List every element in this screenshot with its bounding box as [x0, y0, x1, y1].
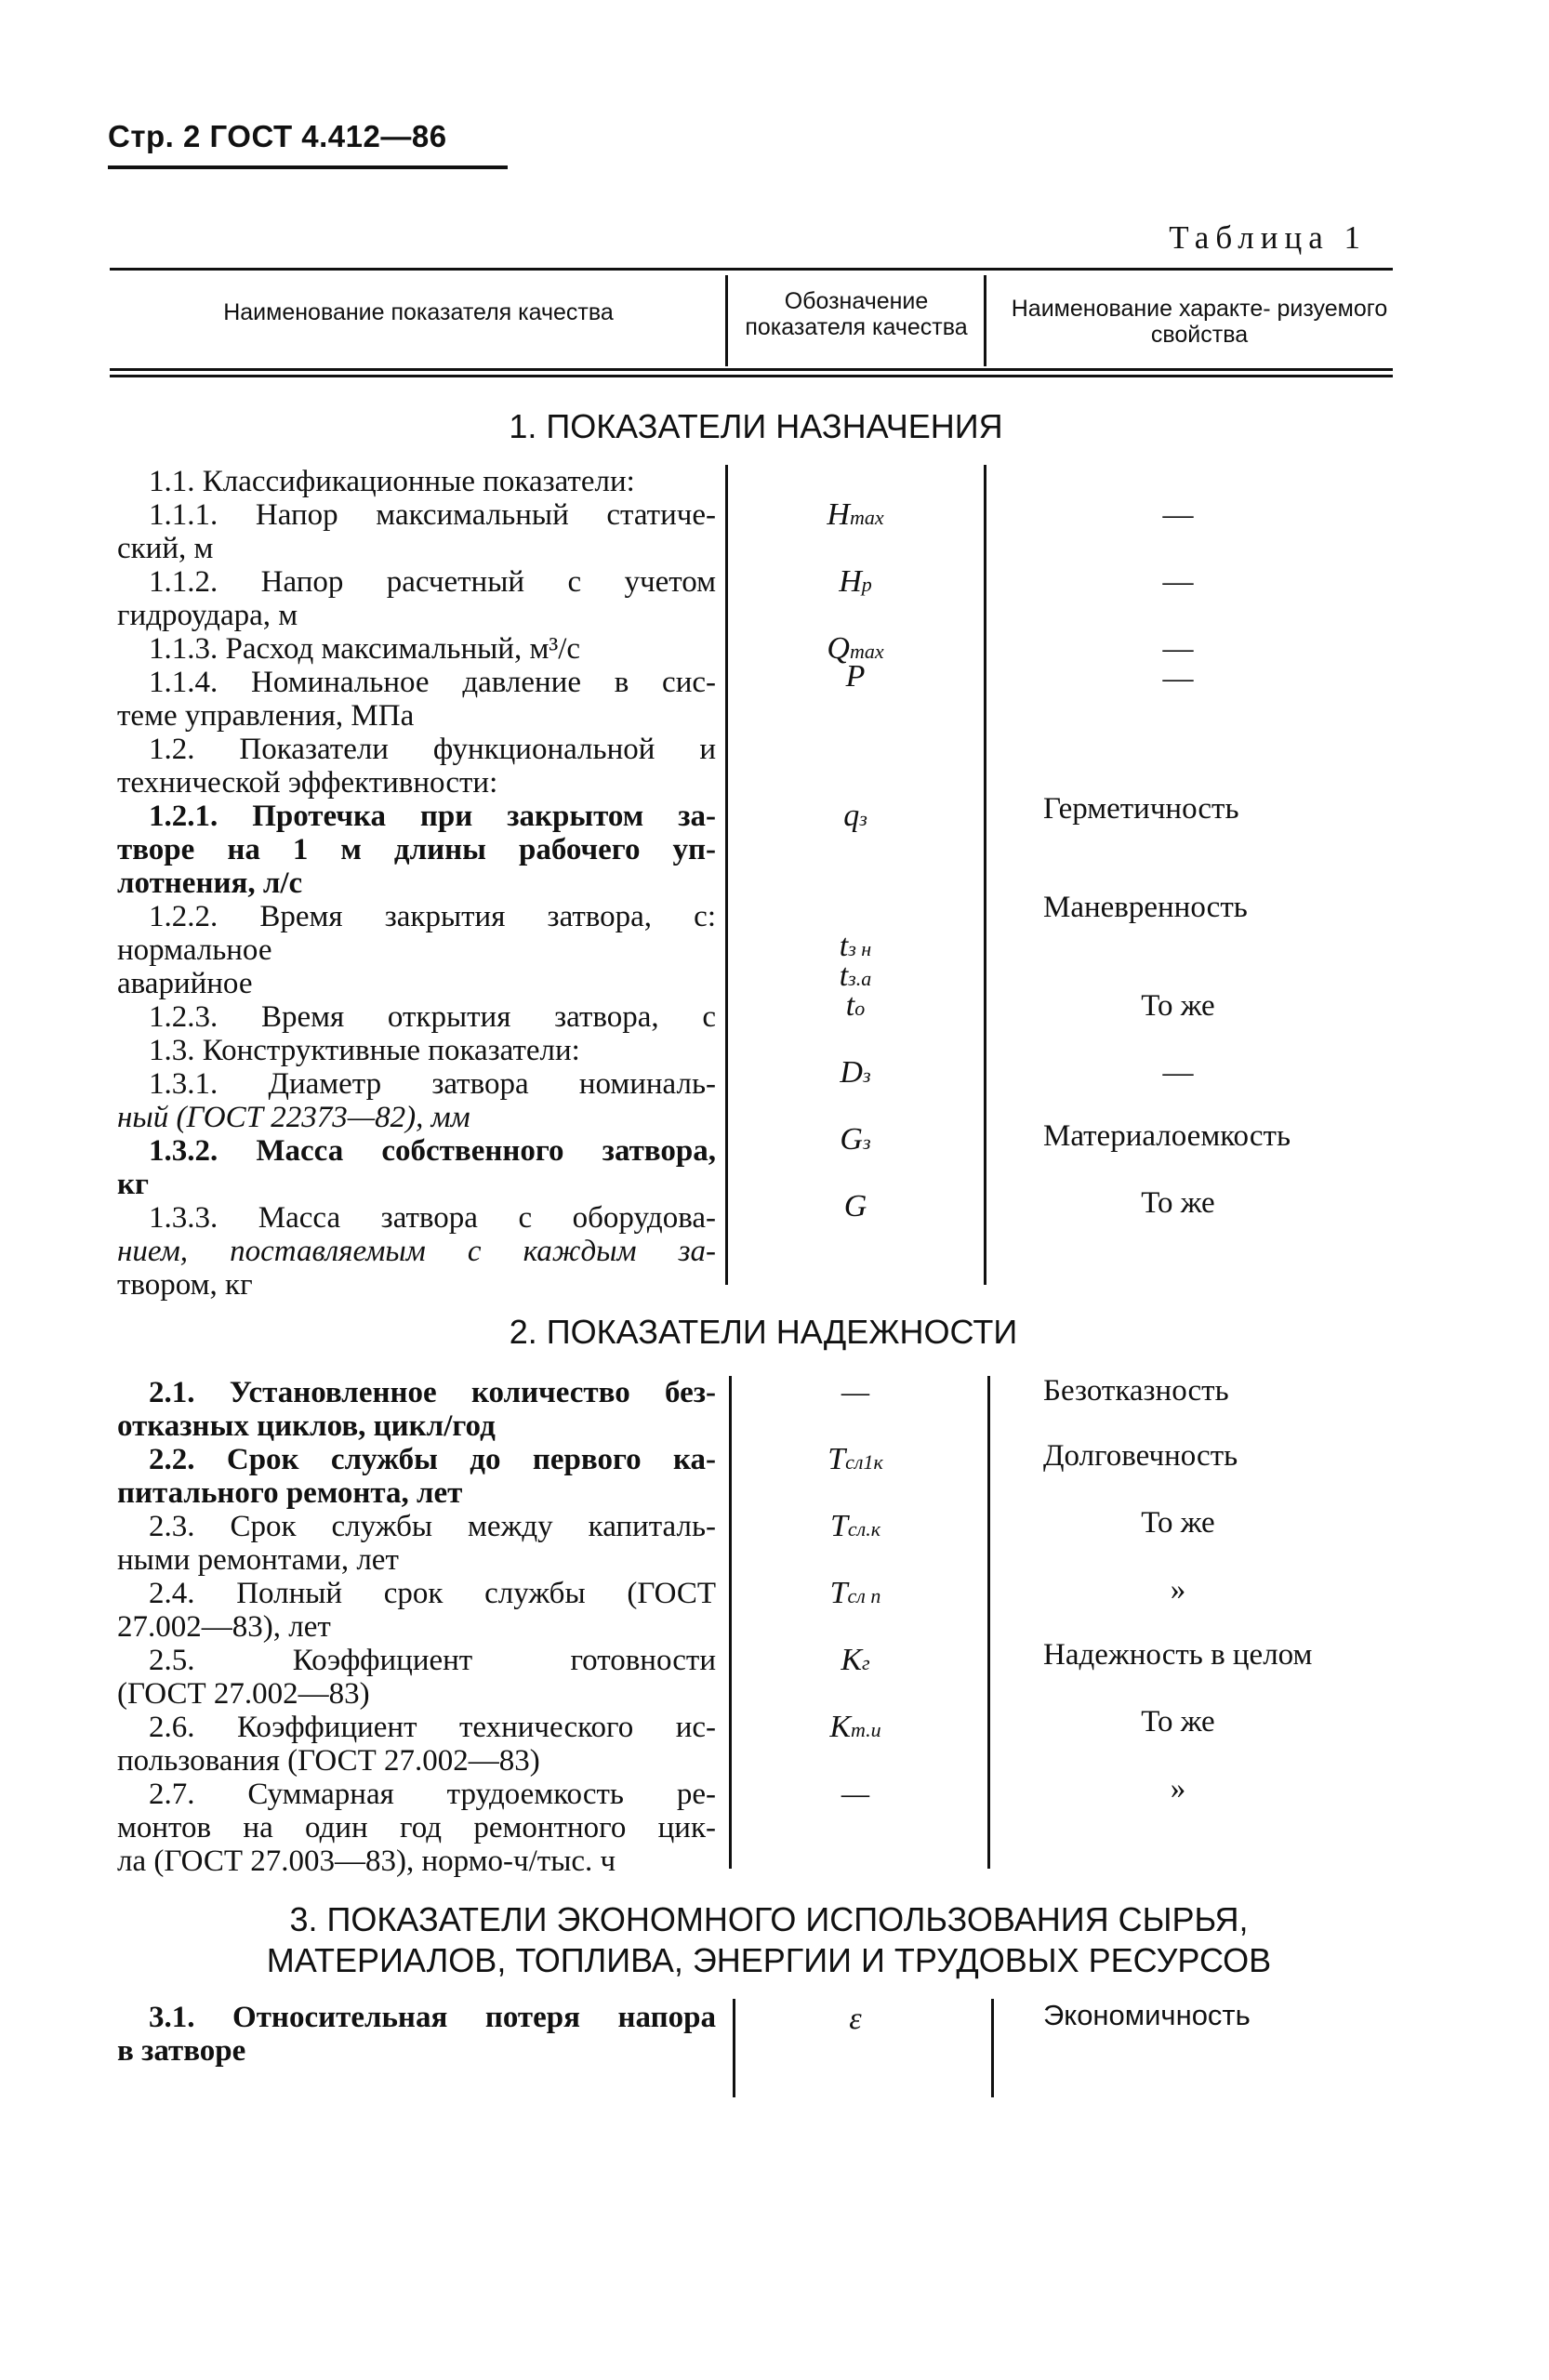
row-1-2-2: 1.2.2. Время закрытия затвора, с:: [149, 900, 716, 933]
row-2-4-cont: 27.002—83), лет: [117, 1610, 331, 1644]
section-3-divider-1: [733, 1999, 735, 2097]
prop-dash-3: —: [1162, 632, 1194, 666]
header-divider-1: [725, 275, 728, 366]
symbol-dash-2-7: —: [841, 1777, 870, 1811]
section-1-title: 1. ПОКАЗАТЕЛИ НАЗНАЧЕНИЯ: [509, 407, 1003, 445]
table-top-rule: [110, 268, 1393, 271]
symbol-d3: Dз: [840, 1055, 871, 1090]
row-1-1-4-cont: теме управления, МПа: [117, 699, 415, 733]
header-rule: [108, 165, 508, 169]
row-1-3-3-cont: нием, поставляемым с каждым за-: [117, 1235, 716, 1268]
row-2-6-cont: пользования (ГОСТ 27.002—83): [117, 1744, 540, 1778]
section-3-names: [117, 2001, 716, 2068]
section-3-divider-2: [991, 1999, 994, 2097]
section-2-divider-2: [987, 1376, 990, 1869]
prop-dolgo: Долговечность: [1043, 1439, 1238, 1473]
col-header-designation: Обозначение показателя качества: [745, 288, 968, 340]
prop-dash-2: —: [1162, 565, 1194, 599]
header-divider-2: [984, 275, 986, 366]
row-1-2-1-cont: творе на 1 м длины рабочего уп-: [117, 833, 716, 866]
row-1-1-1-cont: ский, м: [117, 532, 214, 565]
col-header-property: Наименование характе- ризуемого свойства: [1011, 296, 1388, 348]
prop-material: Материалоемкость: [1043, 1119, 1291, 1153]
symbol-tp: Tсл п: [829, 1576, 881, 1610]
symbol-t3a: tз.а: [839, 959, 872, 993]
symbol-g3: Gз: [840, 1122, 871, 1157]
symbol-dash-2-1: —: [841, 1375, 870, 1409]
row-2-7-cont: монтов на один год ремонтного цик-: [117, 1811, 716, 1844]
row-3-1-cont: в затворе: [117, 2034, 246, 2068]
row-1-3-1: 1.3.1. Диаметр затвора номиналь-: [149, 1067, 716, 1101]
row-1-3-2: 1.3.2. Масса собственного затвора,: [149, 1134, 716, 1168]
symbol-tk: Tсл.к: [829, 1509, 881, 1543]
row-1-2-1-cont2: лотнения, л/с: [117, 866, 303, 900]
row-1-1-4: 1.1.4. Номинальное давление в сис-: [149, 666, 716, 699]
symbol-kti: Kт.и: [829, 1710, 881, 1744]
col-header-name: Наименование показателя качества: [223, 299, 614, 325]
prop-quote-2: »: [1170, 1772, 1186, 1805]
page-header: Стр. 2 ГОСТ 4.412—86: [108, 119, 447, 153]
prop-same-4: То же: [1141, 1705, 1215, 1739]
symbol-t3n: tз н: [839, 929, 872, 963]
section-1-divider-1: [725, 465, 728, 1285]
prop-same-2: То же: [1141, 1186, 1215, 1220]
row-2-4: 2.4. Полный срок службы (ГОСТ: [149, 1577, 716, 1610]
row-1-3: 1.3. Конструктивные показатели:: [149, 1034, 580, 1067]
section-3-title-line-2: МАТЕРИАЛОВ, ТОПЛИВА, ЭНЕРГИИ И ТРУДОВЫХ РЕСУРСОВ: [266, 1941, 1272, 1979]
symbol-to: tо: [845, 988, 866, 1023]
row-1-3-3: 1.3.3. Масса затвора с оборудова-: [149, 1201, 716, 1235]
prop-econ: Экономичность: [1043, 1999, 1251, 2031]
prop-bezotk: Безотказность: [1043, 1374, 1229, 1408]
row-1-1: 1.1. Классификационные показатели:: [149, 465, 635, 498]
symbol-p: P: [845, 659, 866, 694]
row-2-3: 2.3. Срок службы между капиталь-: [149, 1510, 716, 1543]
symbol-q3: qз: [843, 799, 867, 833]
prop-same-1: То же: [1141, 989, 1215, 1023]
symbol-t1k: Tсл1к: [827, 1442, 883, 1476]
prop-same-3: То же: [1141, 1506, 1215, 1540]
row-2-6: 2.6. Коэффициент технического ис-: [149, 1711, 716, 1744]
section-2-divider-1: [729, 1376, 732, 1869]
prop-reliab: Надежность в целом: [1043, 1638, 1313, 1672]
prop-hermetic: Герметичность: [1043, 792, 1239, 826]
row-2-5-cont: (ГОСТ 27.002—83): [117, 1677, 370, 1711]
section-1-divider-2: [984, 465, 986, 1285]
row-1-2-cont: технической эффективности:: [117, 766, 498, 800]
symbol-qmax: Qmax: [827, 631, 884, 666]
section-2-names: [117, 1376, 716, 1878]
symbol-g: G: [843, 1189, 867, 1223]
table-head-rule-double: [110, 375, 1393, 377]
symbol-eps: ε: [849, 2002, 862, 2036]
prop-dash-1: —: [1162, 498, 1194, 532]
prop-quote-1: »: [1170, 1573, 1186, 1606]
row-1-1-3: 1.1.3. Расход максимальный, м³/с: [149, 632, 581, 666]
row-2-5: 2.5. Коэффициент готовности: [149, 1644, 716, 1677]
prop-dash-5: —: [1162, 1056, 1194, 1090]
row-1-2-3: 1.2.3. Время открытия затвора, с: [149, 1000, 716, 1034]
row-2-1-cont: отказных циклов, цикл/год: [117, 1409, 496, 1443]
section-1-names: [117, 465, 716, 1302]
row-2-2-cont: питального ремонта, лет: [117, 1476, 463, 1510]
row-2-2: 2.2. Срок службы до первого ка-: [149, 1443, 716, 1476]
row-2-3-cont: ными ремонтами, лет: [117, 1543, 399, 1577]
table-title: Таблица 1: [1169, 219, 1367, 256]
symbol-hmax: Hmax: [827, 497, 884, 532]
section-2-title: 2. ПОКАЗАТЕЛИ НАДЕЖНОСТИ: [509, 1313, 1018, 1351]
row-1-1-1: 1.1.1. Напор максимальный статиче-: [149, 498, 716, 532]
row-1-2: 1.2. Показатели функциональной и: [149, 733, 716, 766]
table-head-rule: [110, 368, 1393, 371]
symbol-hp: Hp: [839, 564, 872, 599]
row-2-7-cont2: ла (ГОСТ 27.003—83), нормо-ч/тыс. ч: [117, 1844, 616, 1878]
row-1-3-1-cont: ный (ГОСТ 22373—82), мм: [117, 1101, 470, 1134]
row-1-2-1: 1.2.1. Протечка при закрытом за-: [149, 800, 716, 833]
row-3-1: 3.1. Относительная потеря напора: [149, 2001, 716, 2034]
row-1-1-2: 1.1.2. Напор расчетный с учетом: [149, 565, 716, 599]
row-1-2-2-emergency: аварийное: [117, 967, 253, 1000]
symbol-kg: Kг: [841, 1643, 870, 1677]
row-1-2-2-normal: нормальное: [117, 933, 272, 967]
prop-maneuver: Маневренность: [1043, 891, 1248, 924]
row-1-1-2-cont: гидроудара, м: [117, 599, 298, 632]
row-2-7: 2.7. Суммарная трудоемкость ре-: [149, 1778, 716, 1811]
row-1-3-3-cont2: твором, кг: [117, 1268, 253, 1302]
section-3-title-line-1: 3. ПОКАЗАТЕЛИ ЭКОНОМНОГО ИСПОЛЬЗОВАНИЯ СЫРЬЯ,: [289, 1900, 1249, 1938]
row-2-1: 2.1. Установленное количество без-: [149, 1376, 716, 1409]
row-1-3-2-cont: кг: [117, 1168, 149, 1201]
prop-dash-4: —: [1162, 662, 1194, 695]
